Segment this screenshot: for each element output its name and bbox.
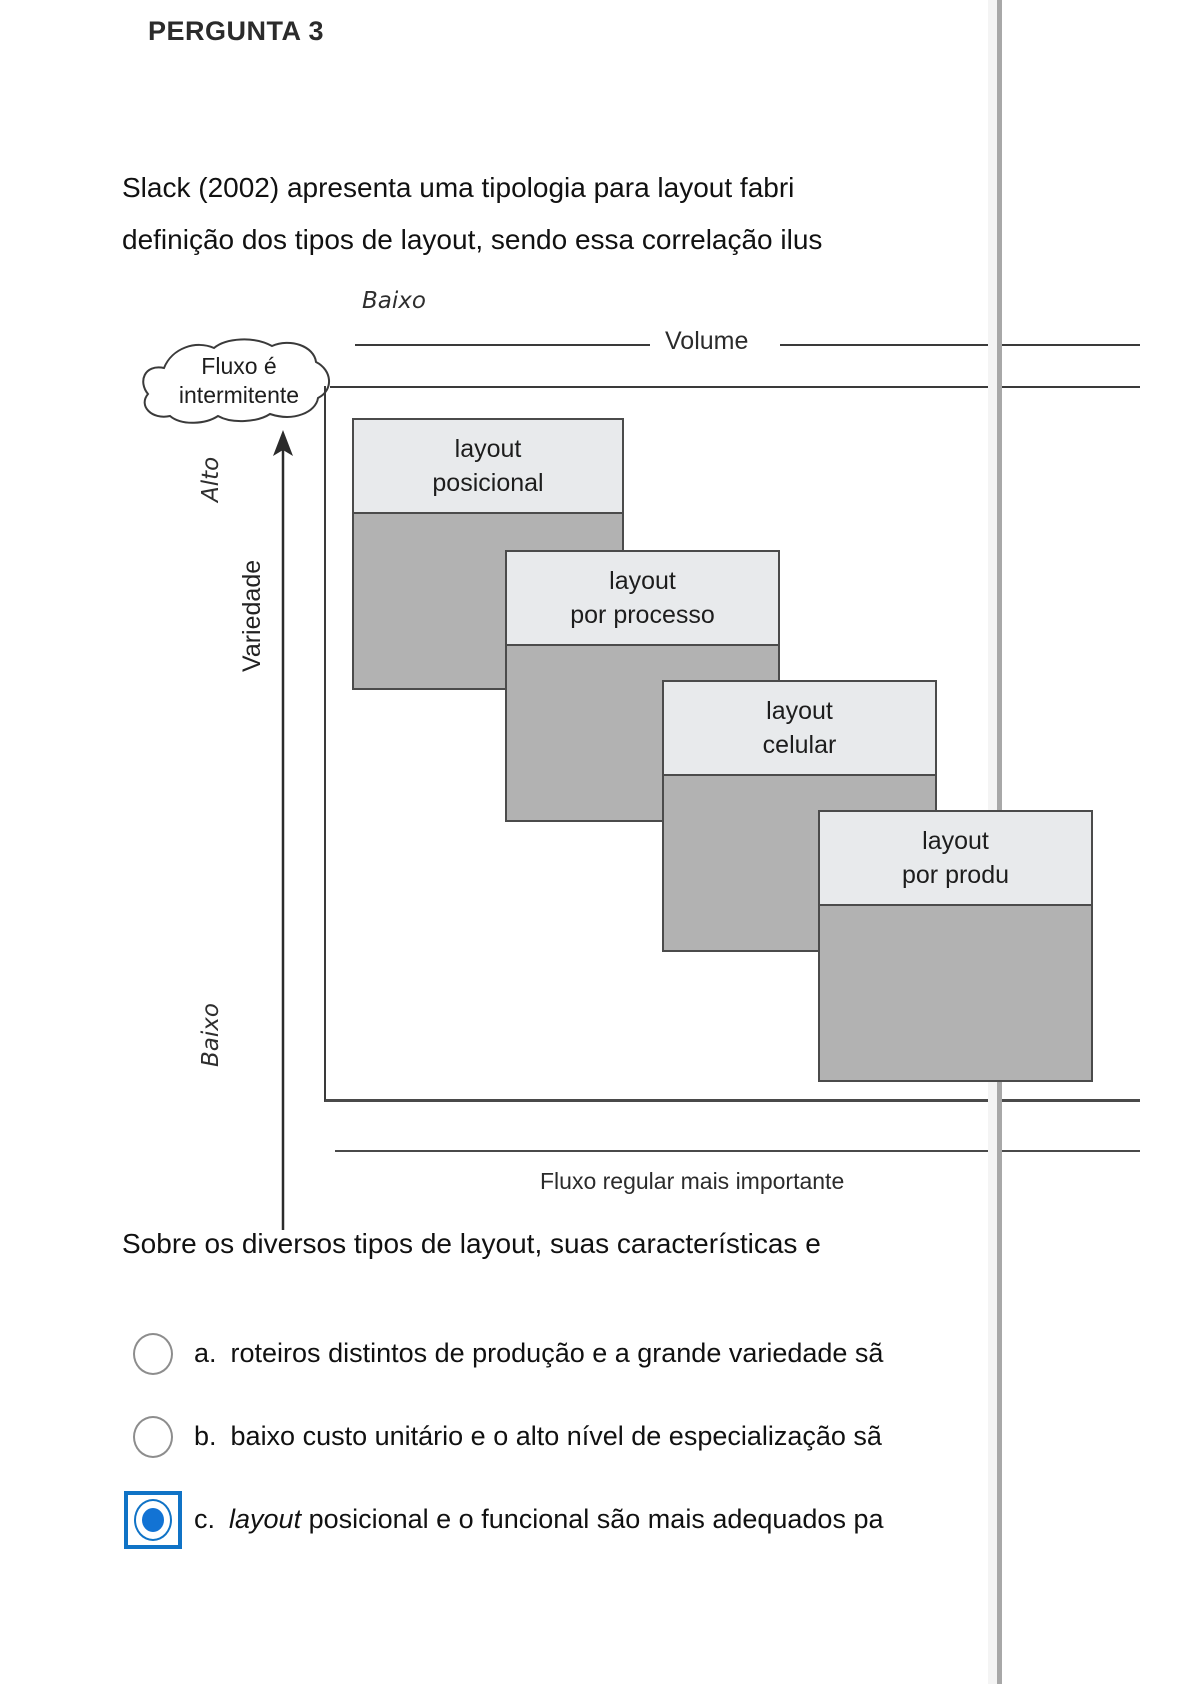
- layout-box-posicional-label: [354, 420, 622, 514]
- answer-option-b-text: baixo custo unitário e o alto nível de especialização sã: [230, 1421, 882, 1451]
- question-leadin: Sobre os diversos tipos de layout, suas características e: [122, 1228, 821, 1259]
- y-axis-title: Variedade: [238, 559, 266, 672]
- page-title: PERGUNTA 3: [148, 16, 325, 46]
- radio-wrap-a[interactable]: [122, 1323, 184, 1385]
- answer-option-b-letter: b.: [194, 1421, 217, 1451]
- radio-button-c-selected-icon[interactable]: [134, 1499, 172, 1541]
- box-line-1: layout: [766, 697, 833, 725]
- radio-button-c-focus-ring[interactable]: [124, 1491, 182, 1549]
- radio-button-a-icon[interactable]: [133, 1333, 173, 1375]
- figure-bottom-rule: [335, 1150, 1140, 1152]
- answer-options-list: [122, 1312, 1132, 1561]
- question-stem-line-2: definição dos tipos de layout, sendo essa correlação ilus: [122, 224, 823, 255]
- x-axis-low-label: Baixo: [362, 288, 426, 314]
- answer-option-b[interactable]: [122, 1395, 1132, 1478]
- layout-box-por-produto-label: [820, 812, 1091, 906]
- x-axis-title: Volume: [665, 327, 749, 355]
- callout-line-2: intermitente: [178, 382, 300, 408]
- layout-box-por-processo-label: [507, 552, 778, 646]
- box-line-2: por processo: [570, 601, 715, 629]
- box-line-2: celular: [762, 731, 837, 759]
- layout-box-celular-label: [664, 682, 935, 776]
- answer-option-c-italic-lead: layout: [229, 1504, 302, 1534]
- x-axis-rule-right: [780, 344, 1140, 346]
- radio-wrap-c[interactable]: [122, 1489, 184, 1551]
- layout-box-por-produto: [818, 810, 1093, 1082]
- x-axis-rule-left: [355, 344, 650, 346]
- figure-bottom-caption: Fluxo regular mais importante: [540, 1168, 845, 1194]
- flow-intermittent-callout: [134, 338, 344, 424]
- question-stem-line-1: Slack (2002) apresenta uma tipologia para layout fabri: [122, 172, 795, 203]
- box-line-1: layout: [609, 567, 676, 595]
- answer-option-c-text: [229, 1504, 883, 1535]
- radio-button-b-icon[interactable]: [133, 1416, 173, 1458]
- box-line-2: posicional: [432, 469, 544, 497]
- box-line-2: por produ: [901, 861, 1010, 889]
- callout-line-1: Fluxo é: [201, 353, 277, 379]
- cloud-shape-icon: [134, 338, 344, 424]
- y-axis-arrow-icon: [272, 430, 294, 1230]
- box-line-1: layout: [454, 435, 522, 463]
- question-stem: [122, 162, 1132, 266]
- radio-wrap-b[interactable]: [122, 1406, 184, 1468]
- answer-option-c-letter: c.: [194, 1504, 216, 1534]
- answer-option-a-letter: a.: [194, 1338, 217, 1368]
- answer-option-c[interactable]: [122, 1478, 1132, 1561]
- answer-option-a-text: roteiros distintos de produção e a grande variedade sã: [230, 1338, 884, 1368]
- box-line-1: layout: [922, 827, 989, 855]
- answer-option-c-rest: posicional e o funcional são mais adequados pa: [301, 1504, 884, 1534]
- answer-option-a[interactable]: [122, 1312, 1132, 1395]
- y-axis-high-label: Alto: [198, 456, 224, 502]
- y-axis-low-label: Baixo: [198, 1003, 224, 1067]
